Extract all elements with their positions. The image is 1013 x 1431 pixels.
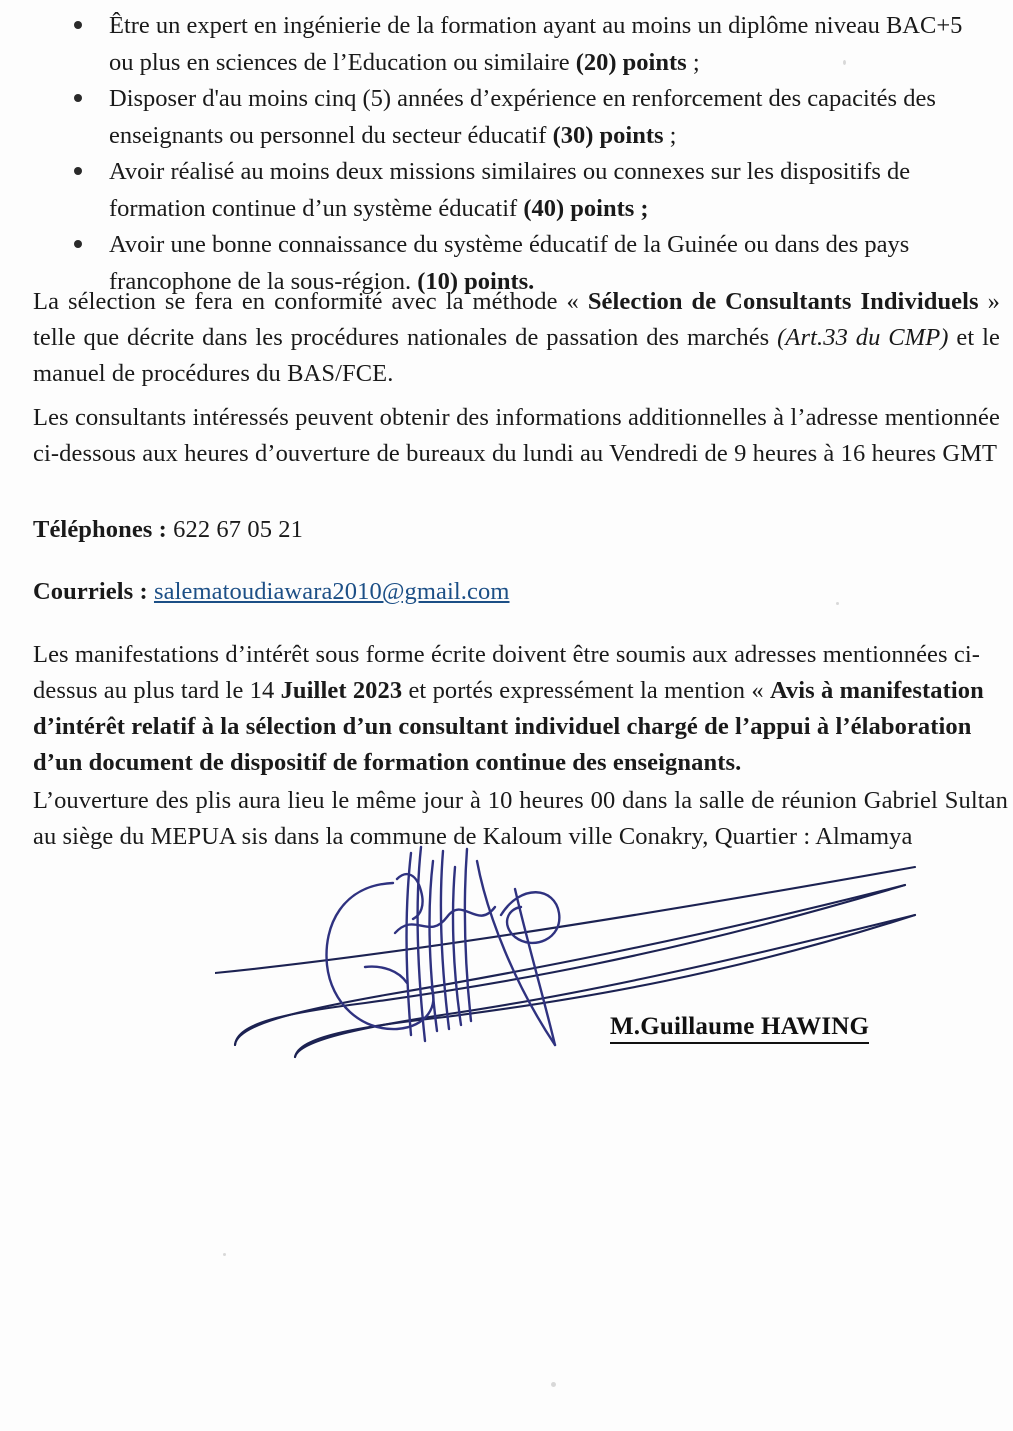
criteria-text-line1: Avoir réalisé au moins deux missions similaires ou connexes sur les dispositifs de (109, 158, 911, 185)
email-line (33, 574, 733, 610)
selection-line1-pre: La sélection se fera en conformité avec la méthode « (33, 288, 588, 315)
selection-line2-post: et le (948, 324, 1001, 351)
criteria-points: (10) points. (417, 267, 535, 295)
criteria-text-line1: Disposer d'au moins cinq (5) années d’expérience en renforcement des capacités des (109, 85, 936, 112)
information-line-1: Les consultants intéressés peuvent obtenir des informations additionnelles à l’adresse (33, 404, 879, 431)
criteria-text-line1: Être un expert en ingénierie de la formation ayant au moins un diplôme niveau BAC+5 (109, 12, 963, 39)
opening-paragraph (33, 783, 1008, 855)
phone-line (33, 512, 733, 548)
information-line-2: mentionnée ci-dessous aux heures d’ouverture de bureaux du lundi au Vendredi de 9 heures à (33, 404, 1000, 467)
list-item (68, 81, 1000, 154)
criteria-text-post: ; (663, 121, 677, 149)
scan-speck (836, 602, 839, 605)
criteria-points: (20) points (575, 48, 687, 76)
criteria-text-line2 (109, 45, 1000, 82)
submission-line2-mid: et portés expressément la mention « (402, 677, 770, 704)
criteria-text-pre: francophone de la sous-région. (109, 267, 418, 295)
selection-line-1 (33, 288, 1000, 315)
selection-method-name: Sélection de Consultants Individuels (587, 288, 979, 315)
phone-value: 622 67 05 21 (173, 516, 303, 543)
selection-line1-post: » (978, 288, 1000, 315)
scan-speck (551, 1382, 556, 1387)
bullet-icon (74, 240, 82, 248)
criteria-text-line2 (109, 191, 1000, 228)
criteria-text-line1: Avoir une bonne connaissance du système éducatif de la Guinée ou dans des pays (109, 231, 910, 258)
criteria-list (68, 8, 1000, 300)
opening-line-1: L’ouverture des plis aura lieu le même jour à 10 heures 00 dans la salle de réunion Gabriel (33, 787, 938, 814)
submission-mention-end: à l’élaboration d’un document de dispositif de formation continue des enseignants. (33, 713, 972, 776)
bullet-icon (74, 21, 82, 29)
scan-speck (843, 60, 846, 65)
criteria-text-pre: ou plus en sciences de l’Education ou similaire (109, 48, 576, 76)
selection-line-3: manuel de procédures du BAS/FCE. (33, 360, 394, 387)
selection-line2-pre: telle que décrite dans les procédures nationales de passation des marchés (33, 324, 778, 351)
submission-line-1: Les manifestations d’intérêt sous forme écrite doivent être soumis aux adresses mentionnées (33, 641, 948, 668)
submission-mention-start: Avis à (769, 677, 834, 704)
list-item (68, 8, 1000, 81)
list-item (68, 154, 1000, 227)
criteria-text-line2 (109, 118, 1000, 155)
email-link[interactable]: salematoudiawara2010@gmail.com (153, 578, 510, 605)
bullet-icon (74, 94, 82, 102)
selection-line-2 (33, 324, 1000, 351)
email-label: Courriels : (33, 578, 148, 605)
selection-method-paragraph (33, 284, 1000, 392)
opening-line-2: Sultan au siège du MEPUA sis dans la commune de Kaloum ville Conakry, Quartier : Almamya (33, 787, 1008, 850)
deadline-date: Juillet 2023 (280, 677, 403, 704)
submission-line2-pre: ci-dessus au plus tard le 14 (33, 641, 981, 704)
bullet-icon (74, 167, 82, 175)
information-paragraph (33, 400, 1000, 472)
submission-paragraph (33, 637, 1000, 781)
legal-reference: (Art.33 du CMP) (777, 324, 949, 351)
criteria-points: (40) points ; (523, 194, 649, 222)
information-line-3: 16 heures GMT (840, 440, 998, 467)
criteria-text-post: ; (686, 48, 700, 76)
scan-speck (223, 1253, 226, 1256)
signatory-name: M.Guillaume HAWING (610, 1013, 869, 1044)
criteria-text-pre: formation continue d’un système éducatif (109, 194, 524, 222)
criteria-text-pre: enseignants ou personnel du secteur éducatif (109, 121, 553, 149)
criteria-points: (30) points (552, 121, 664, 149)
phone-label: Téléphones : (33, 516, 167, 543)
submission-mention-middle: manifestation d’intérêt relatif à la sélection d’un consultant individuel chargé de l’appui (33, 677, 984, 740)
